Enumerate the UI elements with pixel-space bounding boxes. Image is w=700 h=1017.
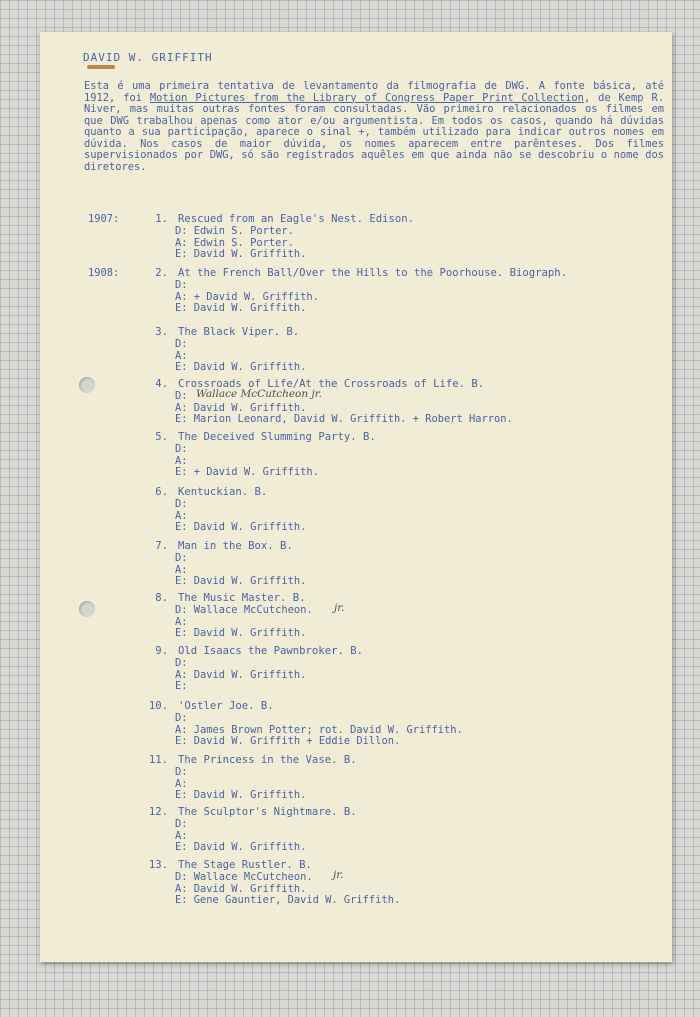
entry-number: 11. [148, 754, 168, 766]
entry-number: 2. [155, 267, 168, 279]
author-line: A: [175, 349, 188, 362]
cast-line: E: David W. Griffith. [175, 841, 307, 854]
entry-number: 8. [155, 592, 168, 604]
author-line: A: David W. Griffith. [175, 668, 307, 681]
cast-line: E: [175, 680, 188, 693]
director-line: D: [175, 656, 188, 669]
director-line: D: [175, 337, 188, 350]
director-line: D: [175, 442, 188, 455]
punch-hole [79, 601, 95, 617]
cast-line: E: David W. Griffith + Eddie Dillon. [175, 735, 401, 748]
handwritten-note: Wallace McCutcheon jr. [196, 387, 322, 400]
entry-number: 4. [155, 378, 168, 390]
cast-line: E: David W. Griffith. [175, 627, 307, 640]
author-line: A: James Brown Potter; rot. David W. Griffith. [175, 723, 463, 736]
cast-line: E: David W. Griffith. [175, 575, 307, 588]
entry-number: 3. [155, 326, 168, 338]
intro-source-title: Motion Pictures from the Library of Congress Paper Print Collection [149, 91, 584, 104]
cast-line: E: + David W. Griffith. [175, 466, 319, 479]
cast-line: E: David W. Griffith. [175, 361, 307, 374]
director-line: D: [175, 817, 188, 830]
film-title: Old Isaacs the Pawnbroker. B. [178, 645, 363, 657]
author-line: A: Edwin S. Porter. [175, 236, 294, 249]
film-title: At the French Ball/Over the Hills to the Poorhouse. Biograph. [178, 267, 568, 279]
director-line: D: [175, 278, 188, 291]
author-line: A: [175, 454, 188, 467]
cast-line: E: David W. Griffith. [175, 302, 307, 315]
entry-number: 6. [155, 486, 168, 498]
film-title: Man in the Box. B. [178, 540, 293, 552]
entry-number: 12. [148, 806, 168, 818]
film-title: Kentuckian. B. [178, 486, 268, 498]
film-title: The Music Master. B. [178, 592, 306, 604]
intro-text: Esta é uma primeira tentativa de levantamento da filmografia de DWG. A fonte básica, até 1912, foi [84, 80, 664, 104]
film-title: Crossroads of Life/At the Crossroads of Life. B. [178, 378, 485, 390]
year-label: 1907: [88, 213, 120, 225]
director-line: D: Wallace McCutcheon. [175, 870, 313, 883]
director-line: D: [175, 711, 188, 724]
film-title: The Black Viper. B. [178, 326, 300, 338]
director-line: D: Wallace McCutcheon. [175, 603, 313, 616]
document-heading: DAVID W. GRIFFITH [83, 51, 213, 64]
year-label: 1908: [88, 267, 120, 279]
author-line: A: [175, 777, 188, 790]
director-line: D: Edwin S. Porter. [175, 224, 294, 237]
entry-number: 1. [155, 213, 168, 225]
author-line: A: David W. Griffith. [175, 882, 307, 895]
handwritten-note: jr. [334, 601, 345, 614]
punch-hole [79, 377, 95, 393]
film-title: The Stage Rustler. B. [178, 859, 312, 871]
cast-line: E: David W. Griffith. [175, 248, 307, 261]
pencil-underline [87, 65, 115, 69]
author-line: A: [175, 563, 188, 576]
film-title: The Sculptor's Nightmare. B. [178, 806, 357, 818]
cast-line: E: David W. Griffith. [175, 521, 307, 534]
cast-line: E: David W. Griffith. [175, 789, 307, 802]
entry-number: 9. [155, 645, 168, 657]
author-line: A: + David W. Griffith. [175, 290, 319, 303]
paper-sheet [40, 32, 672, 962]
entry-number: 10. [148, 700, 168, 712]
film-title: The Princess in the Vase. B. [178, 754, 357, 766]
film-title: Rescued from an Eagle's Nest. Edison. [178, 213, 414, 225]
author-line: A: David W. Griffith. [175, 401, 307, 414]
author-line: A: [175, 829, 188, 842]
entry-number: 13. [148, 859, 168, 871]
cast-line: E: Gene Gauntier, David W. Griffith. [175, 894, 401, 907]
director-line: D: [175, 551, 188, 564]
handwritten-note: jr. [333, 868, 344, 881]
film-title: 'Ostler Joe. B. [178, 700, 274, 712]
entry-number: 5. [155, 431, 168, 443]
intro-paragraph [84, 81, 664, 173]
film-title: The Deceived Slumming Party. B. [178, 431, 376, 443]
intro-text: , de Kemp R. Niver, mas muitas outras fontes foram consultadas. Vão primeiro relacionados os filmes em que DWG trabalhou apenas como ator e/ou argumentista. Em todos os casos, quando há dúvidas quanto a sua participação, aparece o sinal +, também utilizado para indicar outros nomes em dúvida. Nos casos de maior dúvida, os nomes aparecem entre parênteses. Dos filmes supervisionados por DWG, só são registrados aquêles em que ainda não se descobriu o nome dos diretores. [84, 91, 664, 173]
author-line: A: [175, 509, 188, 522]
cast-line: E: Marion Leonard, David W. Griffith. + Robert Harron. [175, 413, 513, 426]
director-line: D: [175, 497, 188, 510]
entry-number: 7. [155, 540, 168, 552]
director-line: D: [175, 765, 188, 778]
author-line: A: [175, 615, 188, 628]
director-line: D: [175, 389, 188, 402]
